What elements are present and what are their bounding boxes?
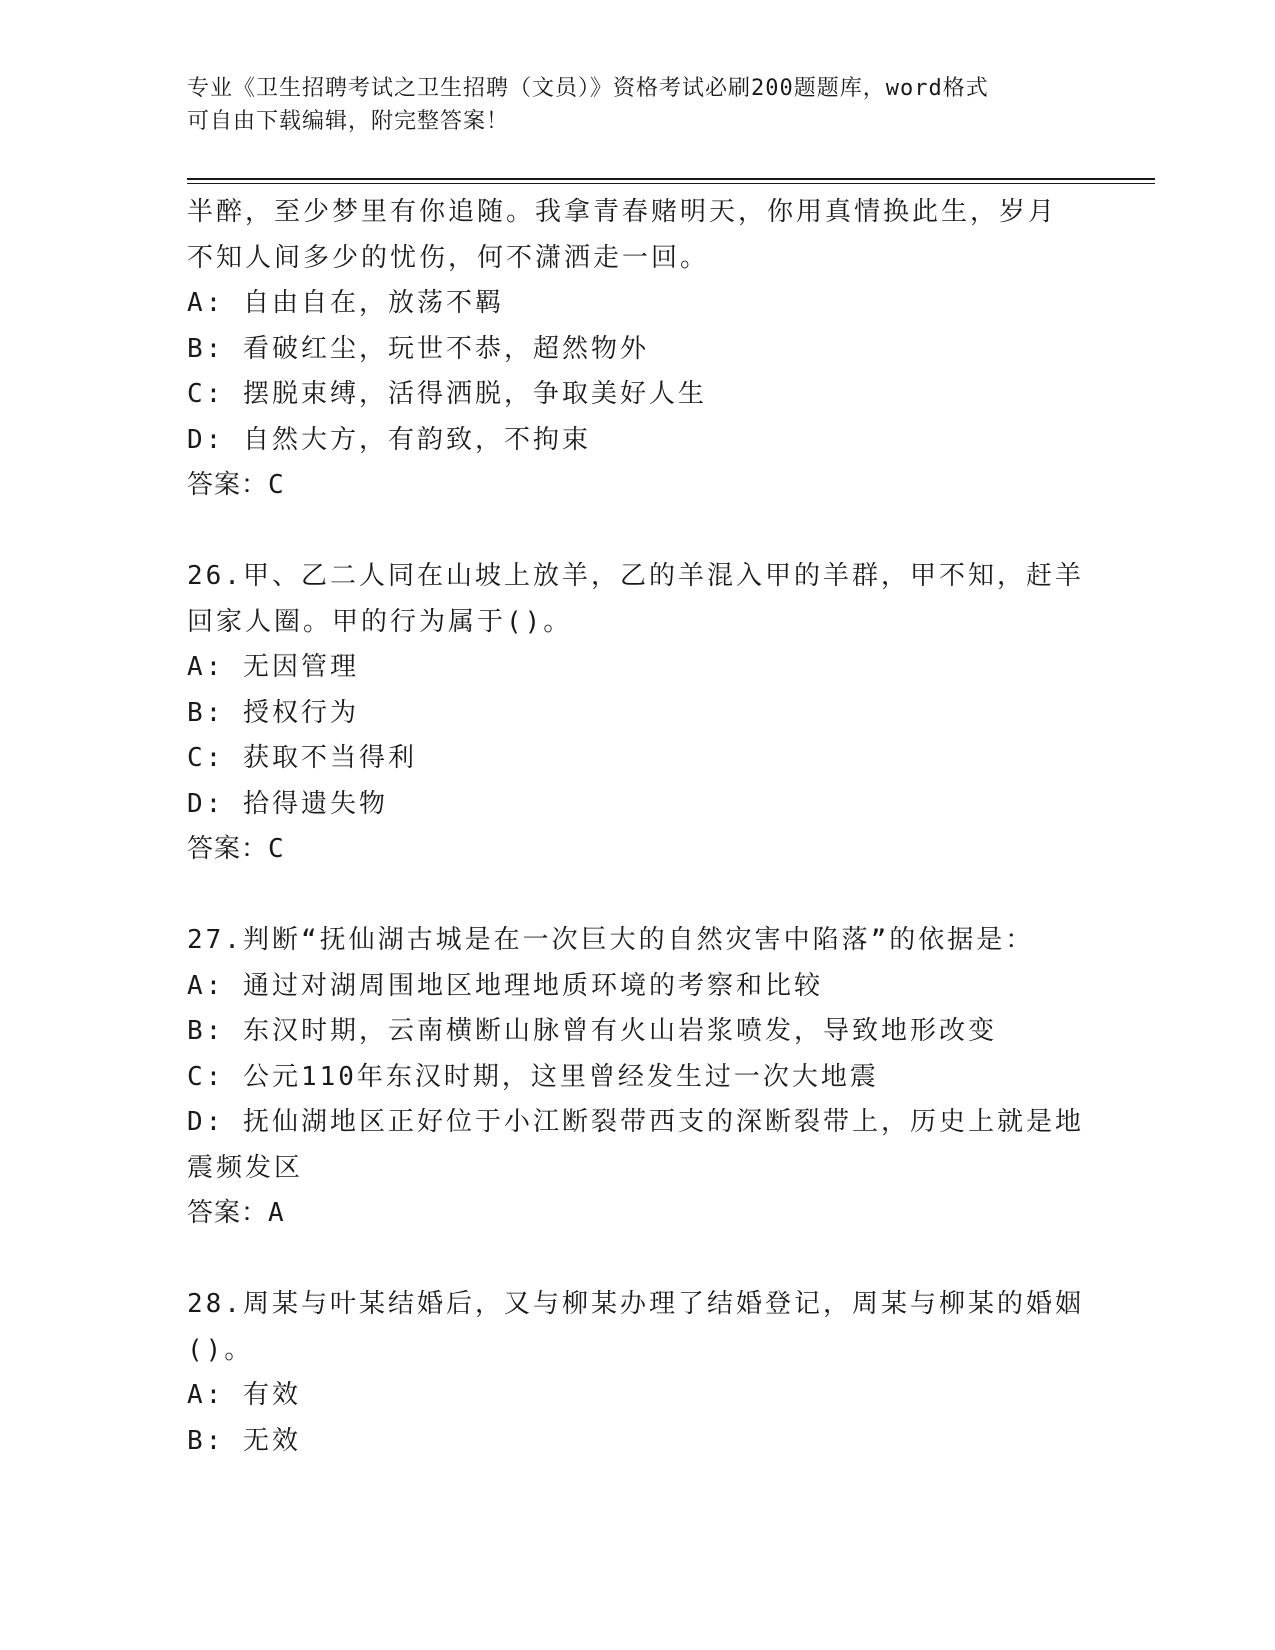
header-rule-thick: [187, 178, 1155, 180]
option-b: B: 东汉时期，云南横断山脉曾有火山岩浆喷发，导致地形改变: [187, 1016, 997, 1046]
option-c: C: 获取不当得利: [187, 743, 417, 773]
option-d: D: 抚仙湖地区正好位于小江断裂带西支的深断裂带上，历史上就是地: [187, 1107, 1084, 1137]
question-27: [187, 918, 1087, 1237]
option-c: C: 摆脱束缚，活得洒脱，争取美好人生: [187, 379, 707, 409]
option-b: B: 看破红尘，玩世不恭，超然物外: [187, 333, 649, 364]
question-stem-line: 回家人圈。甲的行为属于()。: [187, 606, 573, 637]
option-b: B: 授权行为: [187, 697, 359, 728]
header-line-2: 可自由下载编辑，附完整答案！: [187, 109, 510, 134]
answer-label: 答案：: [187, 470, 269, 500]
option-a: A: 通过对湖周围地区地理地质环境的考察和比较: [187, 970, 823, 1001]
option-a: A: 自由自在，放荡不羁: [187, 288, 504, 318]
question-spacer: [187, 1237, 1087, 1283]
question-stem-line: 26.甲、乙二人同在山坡上放羊，乙的羊混入甲的羊群，甲不知，赶羊: [187, 561, 1084, 591]
answer-label: 答案：: [187, 1198, 269, 1228]
option-a: A: 无因管理: [187, 652, 359, 682]
answer-value: A: [268, 1198, 285, 1228]
header-rule-thin: [187, 183, 1155, 184]
option-d-continued: 震频发区: [187, 1152, 304, 1183]
answer-value: C: [268, 834, 285, 864]
document-body: [187, 190, 1087, 1464]
answer-line: [187, 463, 1087, 509]
document-header: [187, 72, 1087, 138]
answer-line: [187, 1191, 1087, 1237]
answer-line: [187, 827, 1087, 873]
question-26: [187, 554, 1087, 873]
option-b: B: 无效: [187, 1425, 301, 1456]
answer-label: 答案：: [187, 834, 269, 864]
question-stem-line: ()。: [187, 1334, 254, 1365]
option-d: D: 拾得遗失物: [187, 788, 388, 819]
answer-value: C: [268, 470, 285, 500]
question-stem-line: 28.周某与叶某结婚后，又与柳某办理了结婚登记，周某与柳某的婚姻: [187, 1289, 1084, 1319]
question-25-continued: [187, 190, 1087, 509]
option-d: D: 自然大方，有韵致，不拘束: [187, 424, 591, 455]
option-c: C: 公元110年东汉时期，这里曾经发生过一次大地震: [187, 1061, 879, 1092]
question-stem-line: 27.判断“抚仙湖古城是在一次巨大的自然灾害中陷落”的依据是：: [187, 925, 1035, 955]
question-stem-line: 不知人间多少的忧伤，何不潇洒走一回。: [187, 242, 710, 273]
question-spacer: [187, 873, 1087, 919]
question-stem-line: 半醉，至少梦里有你追随。我拿青春赌明天，你用真情换此生，岁月: [187, 197, 1058, 227]
question-spacer: [187, 509, 1087, 555]
question-28: [187, 1282, 1087, 1464]
header-line-1: 专业《卫生招聘考试之卫生招聘（文员）》资格考试必刷200题题库，word格式: [187, 76, 989, 101]
option-a: A: 有效: [187, 1380, 301, 1410]
